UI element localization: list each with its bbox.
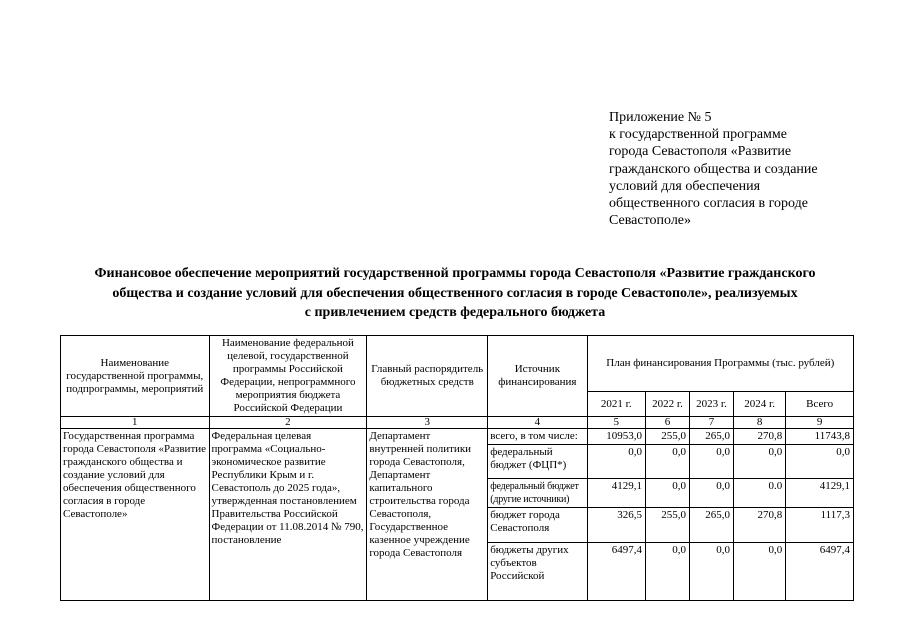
appendix-line: Приложение № 5	[609, 110, 712, 125]
column-number: 2	[209, 417, 367, 429]
table-row	[61, 429, 854, 445]
value-total: 0,0	[786, 445, 854, 479]
header-year: 2021 г.	[587, 392, 645, 417]
column-number: 6	[645, 417, 689, 429]
column-number: 5	[587, 417, 645, 429]
header-federal-program: Наименование федеральной целевой, государственной программы Российской Федерации, непрограммного мероприятия бюджета Российской Федерации	[209, 336, 367, 417]
header-year: 2024 г.	[734, 392, 786, 417]
header-year: 2023 г.	[690, 392, 734, 417]
value-2021: 326,5	[587, 508, 645, 543]
value-2024: 270,8	[734, 508, 786, 543]
value-2024: 0,0	[734, 445, 786, 479]
header-row	[61, 336, 854, 392]
value-2024: 0,0	[734, 543, 786, 601]
value-total: 4129,1	[786, 479, 854, 508]
federal-program-cell: Федеральная целевая программа «Социально-экономическое развитие Республики Крым и г. Севастополь до 2025 года», утвержденная постановлением Правительства Российской Федерации от 11.08.2014 № 790, постановление	[209, 429, 367, 601]
column-number: 7	[690, 417, 734, 429]
appendix-line: Севастополе»	[609, 213, 692, 229]
value-2023: 265,0	[690, 429, 734, 445]
column-number: 9	[786, 417, 854, 429]
title-line: общества и создание условий для обеспечения общественного согласия в городе Севастополе», реализуемых	[112, 285, 798, 301]
program-name-cell: Государственная программа города Севастополя «Развитие гражданского общества и создание условий для обеспечения общественного согласия в городе Севастополе»	[61, 429, 210, 601]
value-2021: 0,0	[587, 445, 645, 479]
value-2023: 265,0	[690, 508, 734, 543]
column-number: 3	[367, 417, 488, 429]
title-line: с привлечением средств федерального бюджета	[304, 305, 606, 320]
value-2022: 255,0	[645, 508, 689, 543]
appendix-note	[609, 109, 869, 229]
header-plan: План финансирования Программы (тыс. рублей)	[587, 336, 853, 392]
manager-cell: Департамент внутренней политики города Севастополя, Департамент капитального строительства города Севастополя, Государственное казенное учреждение города Севастополя	[367, 429, 488, 601]
document-title	[40, 264, 870, 323]
appendix-line: города Севастополя «Развитие	[609, 144, 792, 160]
source-cell: бюджеты других субъектов Российской	[488, 543, 587, 601]
value-2022: 0,0	[645, 479, 689, 508]
value-2023: 0,0	[690, 543, 734, 601]
value-total: 6497,4	[786, 543, 854, 601]
source-cell: всего, в том числе:	[488, 429, 587, 445]
value-2023: 0,0	[690, 445, 734, 479]
value-2021: 6497,4	[587, 543, 645, 601]
financing-table	[60, 335, 854, 601]
header-program-name: Наименование государственной программы, подпрограммы, мероприятий	[61, 336, 210, 417]
value-2021: 4129,1	[587, 479, 645, 508]
value-2023: 0,0	[690, 479, 734, 508]
header-source: Источник финансирования	[488, 336, 587, 417]
value-2021: 10953,0	[587, 429, 645, 445]
value-2024: 0.0	[734, 479, 786, 508]
value-total: 1117,3	[786, 508, 854, 543]
appendix-line: условий для обеспечения	[609, 178, 761, 194]
appendix-line: общественного согласия в городе	[609, 196, 808, 212]
value-2022: 0,0	[645, 543, 689, 601]
value-2022: 255,0	[645, 429, 689, 445]
source-cell: федеральный бюджет (ФЦП*)	[488, 445, 587, 479]
column-number: 4	[488, 417, 587, 429]
column-number: 8	[734, 417, 786, 429]
appendix-line: гражданского общества и создание	[609, 161, 818, 177]
header-year: 2022 г.	[645, 392, 689, 417]
header-total: Всего	[786, 392, 854, 417]
header-manager: Главный распорядитель бюджетных средств	[367, 336, 488, 417]
source-cell: бюджет города Севастополя	[488, 508, 587, 543]
appendix-line: к государственной программе	[609, 127, 787, 143]
value-2022: 0,0	[645, 445, 689, 479]
column-number-row	[61, 417, 854, 429]
source-cell: федеральный бюджет (другие источники)	[488, 479, 587, 508]
title-line: Финансовое обеспечение мероприятий государственной программы города Севастополя «Развитие гражданского	[94, 266, 816, 281]
value-total: 11743,8	[786, 429, 854, 445]
column-number: 1	[61, 417, 210, 429]
value-2024: 270,8	[734, 429, 786, 445]
